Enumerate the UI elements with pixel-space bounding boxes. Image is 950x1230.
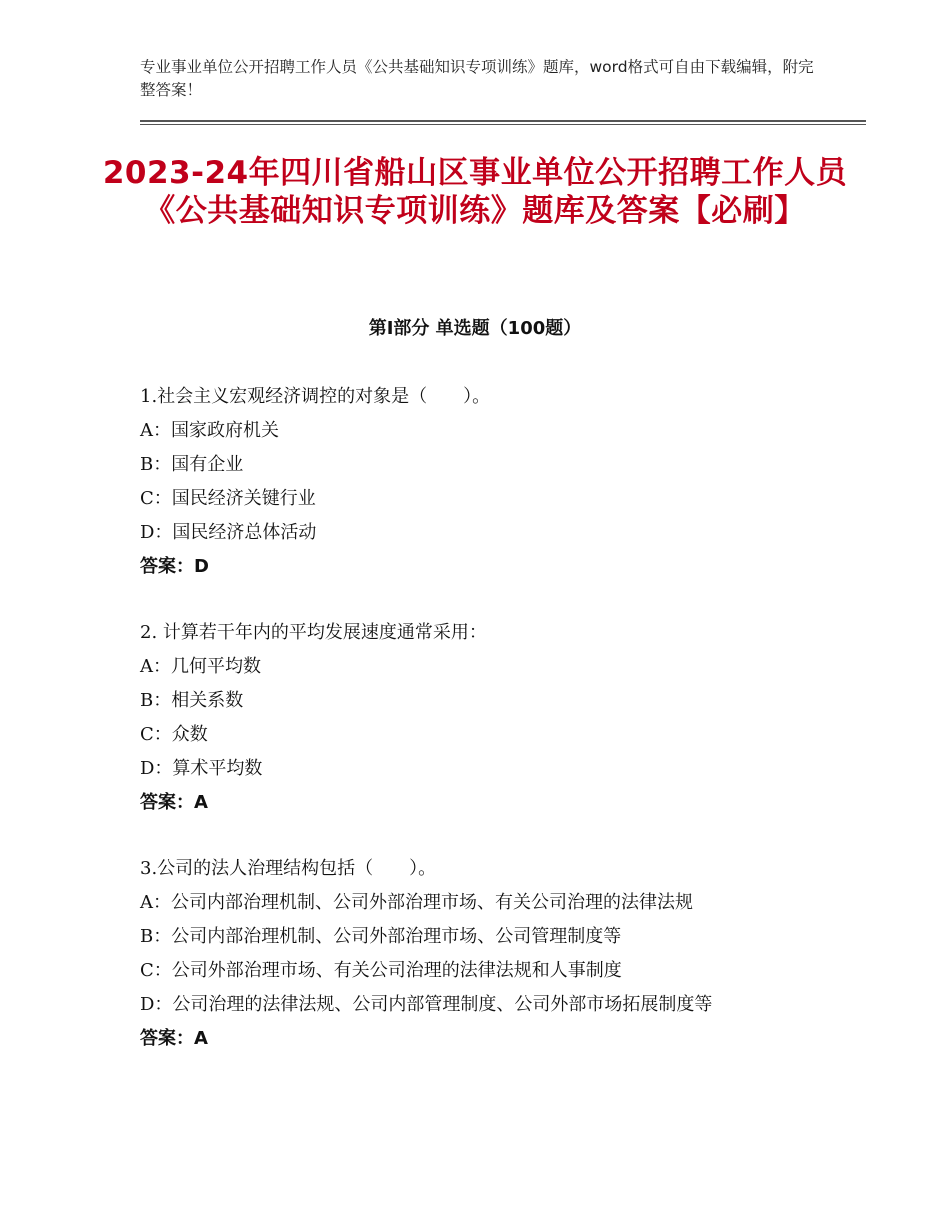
question-stem: 2. 计算若干年内的平均发展速度通常采用：	[140, 622, 487, 643]
question-3	[140, 852, 820, 1056]
option-a: A：公司内部治理机制、公司外部治理市场、有关公司治理的法律法规	[140, 892, 693, 913]
section-heading: 第Ⅰ部分 单选题（100题）	[368, 318, 582, 339]
option-a: A：国家政府机关	[140, 420, 279, 441]
question-stem: 1.社会主义宏观经济调控的对象是（ ）。	[140, 386, 491, 407]
question-stem: 3.公司的法人治理结构包括（ ）。	[140, 858, 437, 879]
option-d: D：公司治理的法律法规、公司内部管理制度、公司外部市场拓展制度等	[140, 994, 713, 1015]
question-1	[140, 380, 820, 584]
option-a: A：几何平均数	[140, 656, 261, 677]
answer-line: 答案：A	[140, 1028, 208, 1049]
option-d: D：算术平均数	[140, 758, 263, 779]
question-list	[140, 380, 820, 1088]
option-b: B：国有企业	[140, 454, 244, 475]
option-c: C：公司外部治理市场、有关公司治理的法律法规和人事制度	[140, 960, 622, 981]
header-divider-thin	[140, 124, 866, 125]
option-d: D：国民经济总体活动	[140, 522, 317, 543]
option-c: C：众数	[140, 724, 208, 745]
option-b: B：公司内部治理机制、公司外部治理市场、公司管理制度等	[140, 926, 622, 947]
option-c: C：国民经济关键行业	[140, 488, 316, 509]
header-divider	[140, 120, 866, 122]
question-2	[140, 616, 820, 820]
header-note: 专业事业单位公开招聘工作人员《公共基础知识专项训练》题库，word格式可自由下载编辑，附完整答案！	[140, 58, 814, 99]
option-b: B：相关系数	[140, 690, 244, 711]
answer-line: 答案：A	[140, 792, 208, 813]
document-title: 2023-24年四川省船山区事业单位公开招聘工作人员《公共基础知识专项训练》题库及答案【必刷】	[102, 155, 848, 229]
answer-line: 答案：D	[140, 556, 209, 577]
